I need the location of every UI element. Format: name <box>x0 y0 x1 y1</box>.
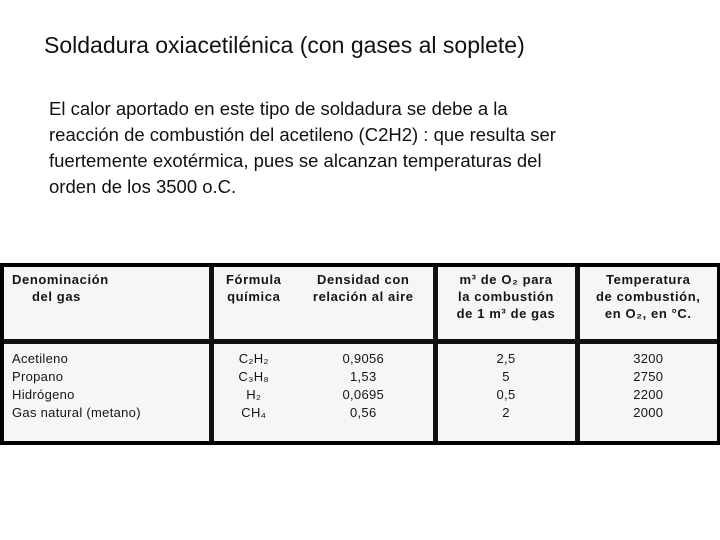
combustion-temperature: 3200 <box>633 350 664 366</box>
paragraph-line: El calor aportado en este tipo de soldadura se debe a la <box>49 98 508 119</box>
gas-properties-table-image <box>0 263 720 445</box>
oxygen-volume: 5 <box>502 368 510 384</box>
gas-name: Hidrógeno <box>12 386 75 402</box>
gas-density: 0,0695 <box>342 386 385 402</box>
column-densities <box>294 341 435 441</box>
paragraph-line: fuertemente exotérmica, pues se alcanzan temperaturas del <box>49 150 542 171</box>
combustion-temperature: 2200 <box>633 386 664 402</box>
oxygen-volume: 0,5 <box>496 386 516 402</box>
combustion-temperature: 2750 <box>633 368 664 384</box>
table-header-row <box>4 267 717 341</box>
gas-density: 0,9056 <box>342 350 385 366</box>
header-denominacion: Denominación del gas <box>4 267 211 341</box>
slide-title: Soldadura oxiacetilénica (con gases al soplete) <box>44 32 525 58</box>
combustion-temperature: 2000 <box>633 404 664 420</box>
oxygen-volume: 2,5 <box>496 350 516 366</box>
gas-density: 1,53 <box>349 368 377 384</box>
table-body-row <box>4 341 717 441</box>
gas-name: Acetileno <box>12 350 69 366</box>
gas-formula: C₃H₈ <box>238 368 270 384</box>
gas-name: Gas natural (metano) <box>12 404 141 420</box>
paragraph-line: reacción de combustión del acetileno (C2H2) : que resulta ser <box>49 124 556 145</box>
header-oxigeno: m³ de O₂ para la combustión de 1 m³ de gas <box>435 267 577 341</box>
column-formulas <box>211 341 294 441</box>
header-temperatura: Temperatura de combustión, en O₂, en °C. <box>577 267 717 341</box>
column-temperatures <box>577 341 717 441</box>
gas-formula: C₂H₂ <box>238 350 269 366</box>
gas-formula: H₂ <box>246 386 262 402</box>
gas-name: Propano <box>12 368 64 384</box>
gas-properties-table <box>4 267 717 441</box>
column-gas-names <box>4 341 211 441</box>
header-formula: Fórmula química <box>211 267 294 341</box>
gas-density: 0,56 <box>349 404 377 420</box>
oxygen-volume: 2 <box>502 404 510 420</box>
gas-formula: CH₄ <box>241 404 267 420</box>
paragraph-line: orden de los 3500 o.C. <box>49 176 237 197</box>
body-paragraph <box>49 96 659 200</box>
header-densidad: Densidad con relación al aire <box>294 267 435 341</box>
column-oxygen <box>435 341 577 441</box>
